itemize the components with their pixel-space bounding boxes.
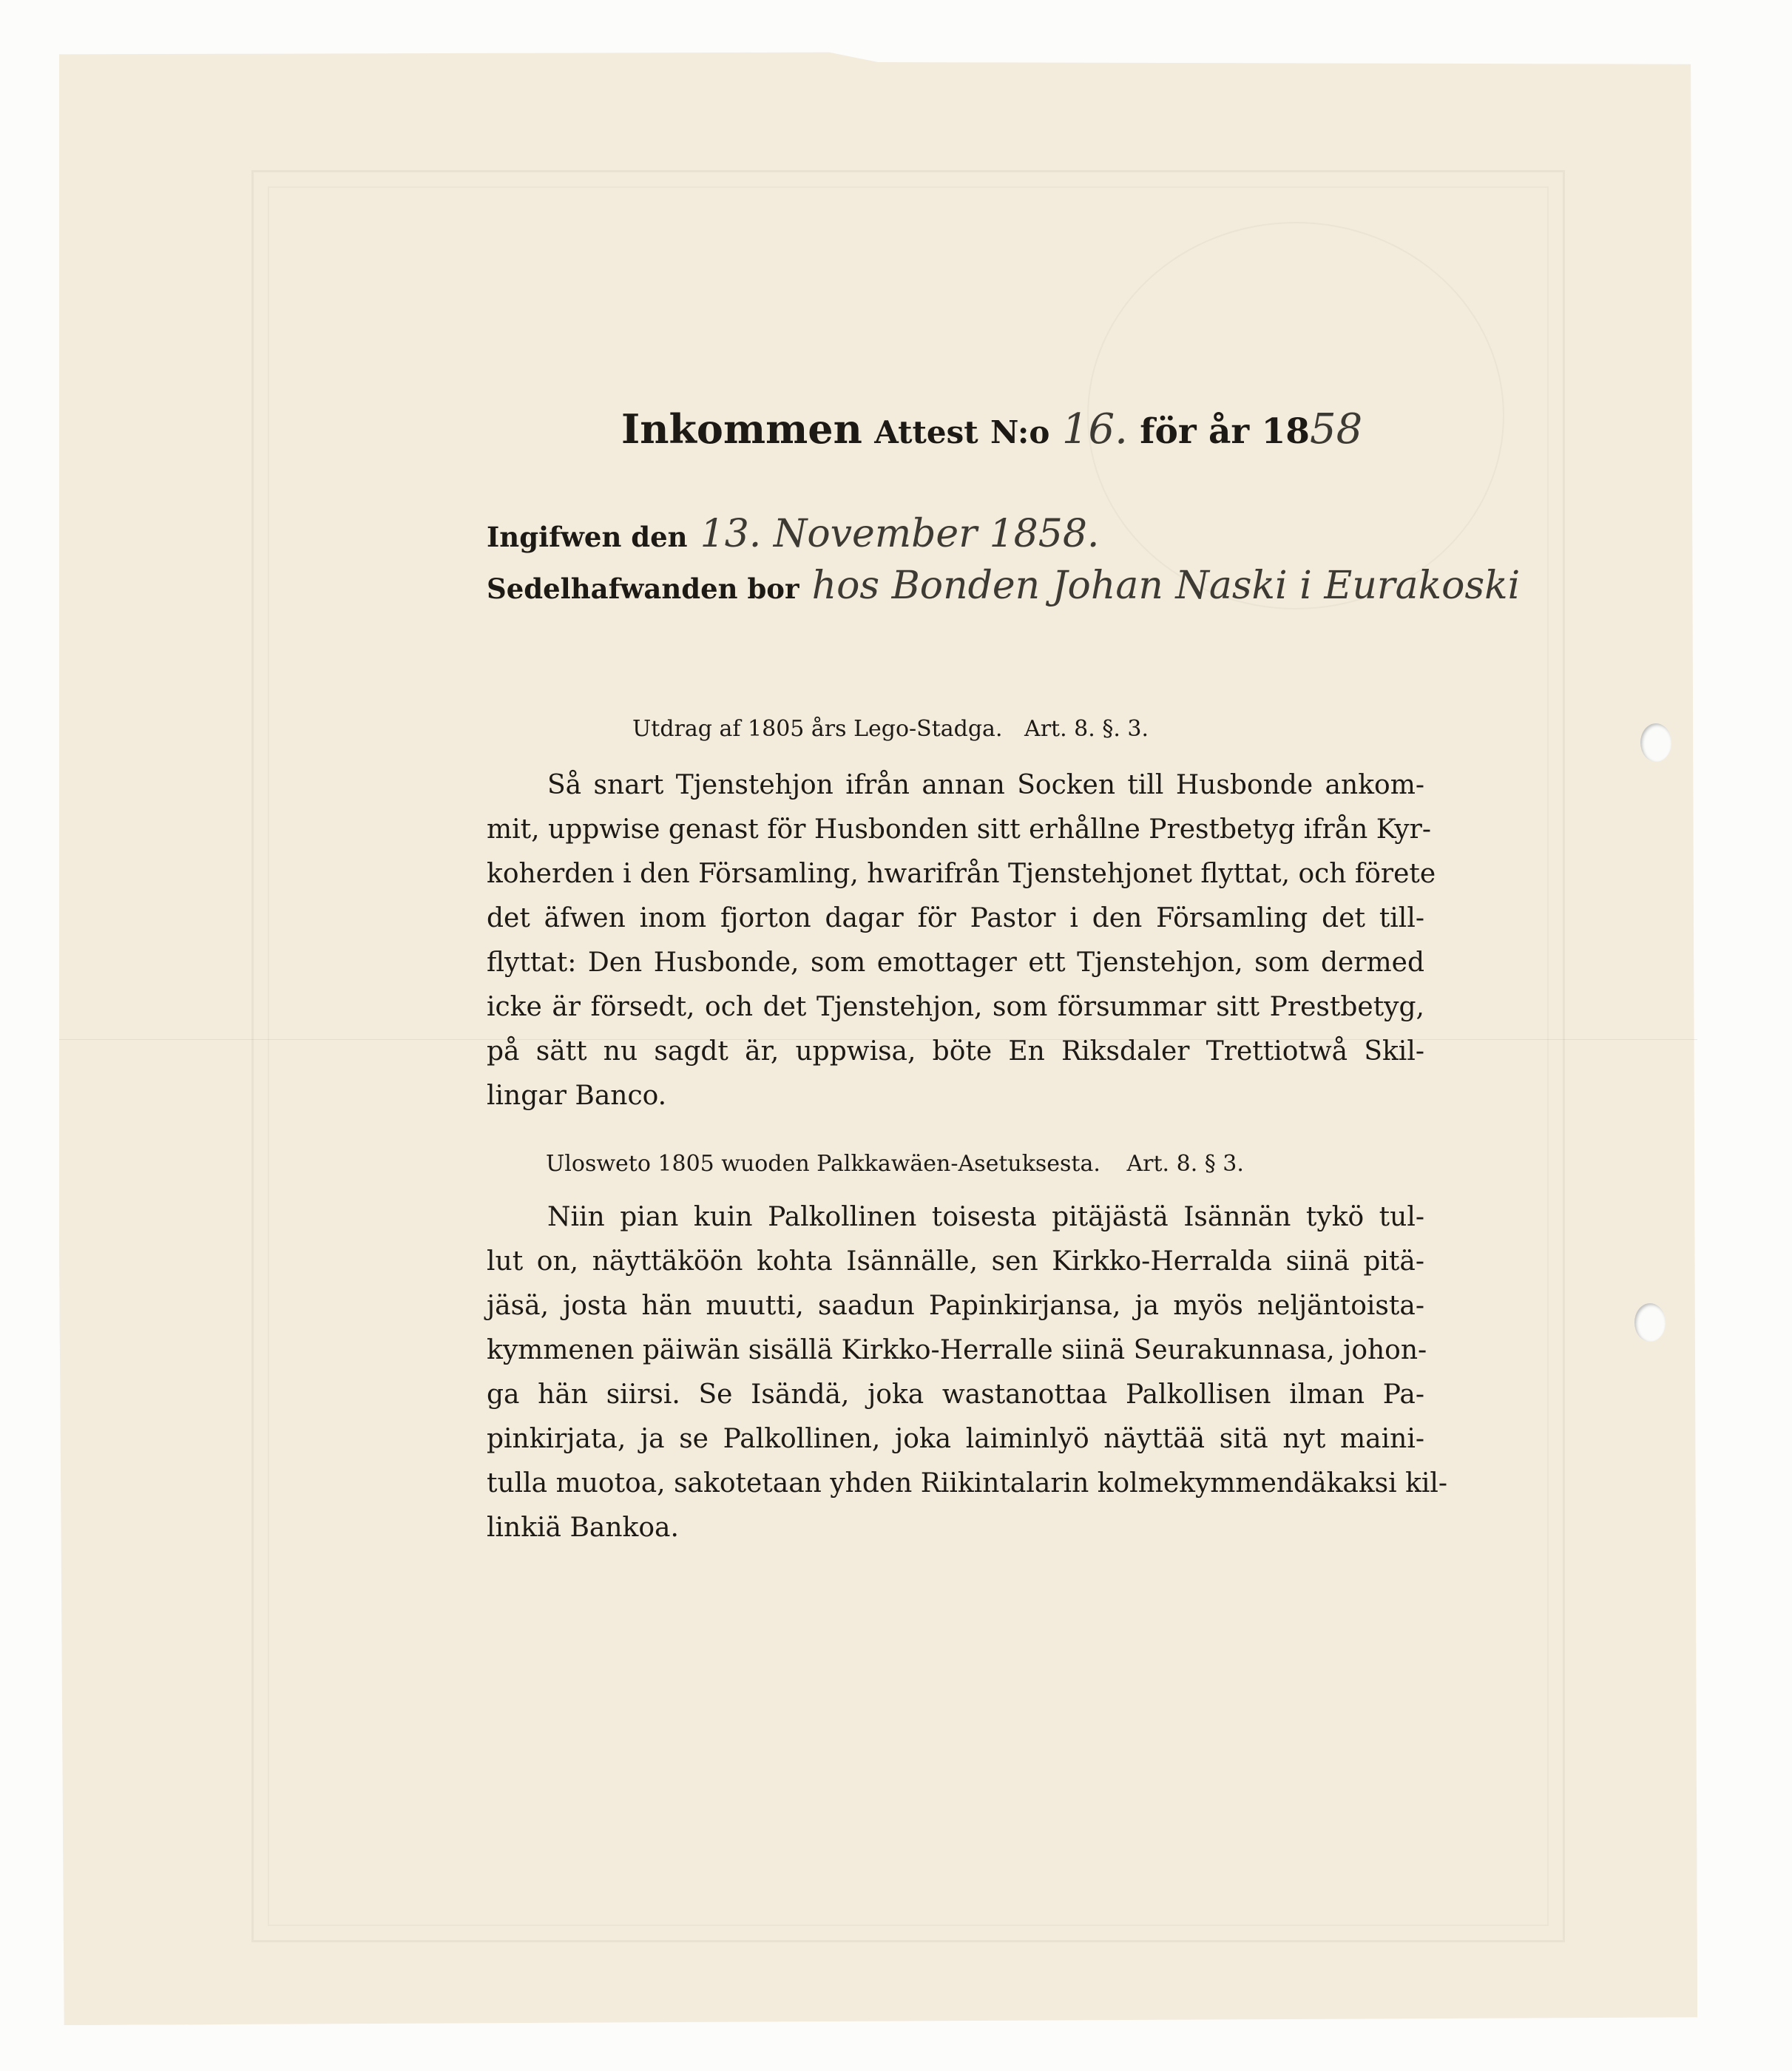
text-line: linkiä Bankoa. [487, 1513, 679, 1543]
year-label: för år [1140, 411, 1250, 452]
text-line: kymmenen päiwän sisällä Kirkko-Herralle siinä Seurakunnasa, johon- [487, 1335, 1427, 1365]
filed-label: Ingifwen den [487, 521, 688, 553]
title-word: Inkommen [621, 405, 862, 453]
year-handwritten: 58 [1309, 405, 1363, 453]
text-line: Niin pian kuin Palkollinen toisesta pitäjästä Isännän tykö tul- [547, 1202, 1424, 1232]
text-line: lut on, näyttäköön kohta Isännälle, sen Kirkko-Herralda siinä pitä- [487, 1246, 1424, 1277]
text-line: på sätt nu sagdt är, uppwisa, böte En Riksdaler Trettiotwå Skil- [487, 1036, 1424, 1067]
punch-hole-lower [1634, 1303, 1666, 1342]
year-printed: 18 [1261, 411, 1310, 452]
text-line: icke är försedt, och det Tjenstehjon, som försummar sitt Prestbetyg, [487, 992, 1424, 1022]
filed-date-value: 13. November 1858. [700, 512, 1100, 556]
residence-label: Sedelhafwanden bor [487, 572, 799, 605]
number-label: N:o [990, 414, 1050, 450]
swedish-heading-article: Art. 8. §. 3. [1024, 716, 1149, 742]
text-line: mit, uppwise genast för Husbonden sitt erhållne Prestbetyg ifrån Kyr- [487, 814, 1432, 845]
finnish-heading-title: Ulosweto 1805 wuoden Palkkawäen-Asetuksesta. [546, 1151, 1100, 1177]
text-line: Så snart Tjenstehjon ifrån annan Socken till Husbonde ankom- [547, 770, 1424, 800]
text-line: jäsä, josta hän muutti, saadun Papinkirjansa, ja myös neljäntoista- [487, 1291, 1424, 1321]
text-line: ga hän siirsi. Se Isändä, joka wastanottaa Palkollisen ilman Pa- [487, 1379, 1424, 1410]
swedish-excerpt-text [487, 763, 1436, 1118]
residence-row [487, 564, 1520, 608]
swedish-heading-title: Utdrag af 1805 års Lego-Stadga. [632, 716, 1003, 742]
text-line: koherden i den Församling, hwarifrån Tjenstehjonet flyttat, och förete [487, 859, 1436, 889]
attest-number: 16. [1061, 405, 1128, 453]
finnish-heading-article: Art. 8. § 3. [1126, 1151, 1244, 1177]
text-line: tulla muotoa, sakotetaan yhden Riikintalarin kolmekymmendäkaksi kil- [487, 1468, 1448, 1499]
finnish-excerpt-heading [546, 1151, 1244, 1177]
text-line: flyttat: Den Husbonde, som emottager ett Tjenstehjon, som dermed [487, 947, 1424, 978]
text-line: pinkirjata, ja se Palkollinen, joka laiminlyö näyttää sitä nyt maini- [487, 1424, 1424, 1454]
residence-value: hos Bonden Johan Naski i Eurakoski [811, 564, 1521, 608]
filed-date-row [487, 512, 1099, 556]
finnish-excerpt-text [487, 1195, 1448, 1550]
text-line: lingar Banco. [487, 1081, 667, 1111]
text-line: det äfwen inom fjorton dagar för Pastor i den Församling det till- [487, 903, 1424, 933]
punch-hole-upper [1640, 723, 1671, 762]
document-title [621, 405, 1361, 472]
attest-label: Attest [874, 414, 978, 450]
swedish-excerpt-heading [632, 716, 1149, 742]
